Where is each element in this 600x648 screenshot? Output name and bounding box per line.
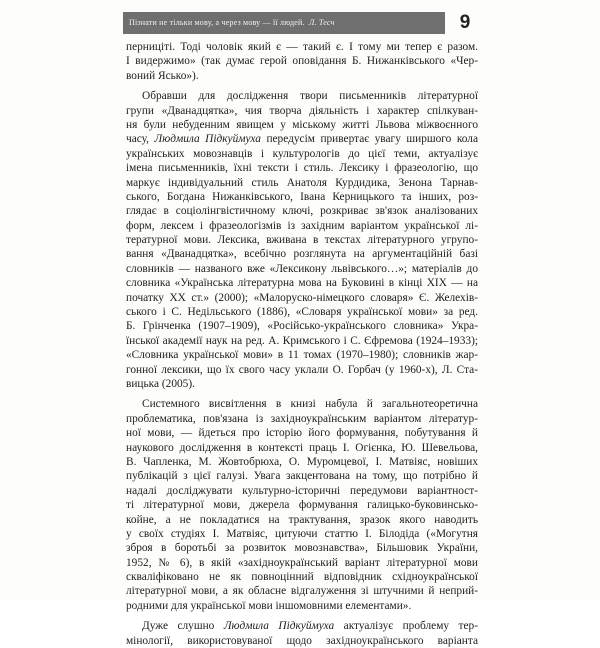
text-line: ського, Богдана Нижанківського, Івана Керницького та інших, роз- <box>126 190 478 203</box>
text-line: Дуже слушно Людмила Підкуймуха актуалізує проблему тер- <box>142 620 478 633</box>
text-line: вицька (2005). <box>126 377 195 390</box>
text-line: надалі досліджувати культурно-історичні передумови варіантност- <box>126 484 478 497</box>
text-line: ті літературної мови, джерела формування галицько-буковинсько- <box>126 499 478 512</box>
text-line: Б. Грінченка (1907–1909), «Російсько-українського словника» Укра- <box>126 320 478 333</box>
paragraph <box>126 619 478 648</box>
text-line: скваліфіковано не як повноцінний відповідник східноукраїнської <box>126 571 478 584</box>
running-head-title: Пізнати не тільки мову, а через мову — її людей. <box>129 18 305 27</box>
text-line: Системного висвітлення в книзі набула й загальнотеоретична <box>142 398 478 411</box>
running-head <box>123 12 445 34</box>
page-number: 9 <box>459 12 471 33</box>
text-line: родними для української мови іншомовними елементами». <box>126 599 412 612</box>
text-line: «Словника української мови» в 11 томах (1970–1980); словників жар- <box>126 349 478 362</box>
text-line: ського і С. Недільського (1886), «Словаря української мови» за ред. <box>126 306 478 319</box>
text-line: вання «Дванадцятка», всебічно розглянута на аргументаційній базі <box>126 248 478 261</box>
text-line: ня були небуденним явищем у міському житті Львова міжвоєнного <box>126 118 478 131</box>
text-line: словника «Українська літературна мова на Буковині в кінці XIX — на <box>126 277 478 290</box>
text-line: глядає в соціолінгвістичному ключі, розкриває зв'язок аналізованих <box>126 205 478 218</box>
paragraph <box>126 89 478 391</box>
text-line: їнської академії наук на ред. А. Кримського і С. Єфремова (1924–1933); <box>126 334 478 347</box>
text-line: 1952, № 6), в якій «західноукраїнський варіант літературної мови <box>126 556 478 569</box>
text-line: тературної мови. Лексика, вживана в текстах літературного угрупо- <box>126 234 478 247</box>
text-line: гонної лексики, що їх свого часу уклали О. Горбач (у 1960-х), Л. Ста- <box>126 363 478 376</box>
running-head-author: Л. Тесч <box>308 18 335 27</box>
emphasized-name: Людмила Підкуймуха <box>223 620 335 633</box>
text-line: маркує індивідуальний стиль Анатоля Курдидика, Зенона Тарнав- <box>126 176 478 189</box>
text-line: воний Ясько»). <box>126 69 199 82</box>
text-line: І видержимо» (так думає герой оповідання Б. Нижанківського «Чер- <box>126 55 478 68</box>
text-line: групи «Дванадцятка», чия творча діяльність і характер спілкуван- <box>126 104 478 117</box>
text-line: літературної мови, а як обласне відгалуження зі штучними й неприй- <box>126 585 478 598</box>
text-line: койне, а не покладатися на трактування, зразок якого наводить <box>126 513 478 526</box>
body-text <box>126 40 478 648</box>
emphasized-name: Людмила Підкуймуха <box>154 133 261 146</box>
text-line: ної мови, — йдеться про історію його формування, побутування й <box>126 427 478 440</box>
text-line: мінології, використовуваної щодо західноукраїнського варіанта <box>126 634 478 647</box>
text-line: В. Чапленка, М. Жовтобрюха, О. Муромцевої, І. Матвіяс, новіших <box>126 455 478 468</box>
text-line: словників — названого вже «Лексикону львівського…»; матеріалів до <box>126 262 478 275</box>
text-line: українських мовознавців і культурологів до цієї теми, актуалізує <box>126 147 478 160</box>
text-line: початку XX ст.» (2000); «Малоруско-німецкого словаря» Є. Желехів- <box>126 291 478 304</box>
text-line: імена письменників, їхні тексти і стиль. Лексику і фразеологію, що <box>126 162 478 175</box>
text-line: перниціті. Тоді чоловік який є — такий є. І тому ми тепер є разом. <box>126 41 478 53</box>
text-line: зброя в боротьбі за розвиток мовознавства», Більшовик України, <box>126 542 478 555</box>
text-line: форм, лексем і фразеологізмів із західним варіантом української лі- <box>126 219 478 232</box>
paragraph <box>126 397 478 613</box>
text-line: проблематика, пов'язана із західноукраїнським варіантом літератур- <box>126 412 478 425</box>
paragraph <box>126 40 478 83</box>
text-line: публікацій з цієї галузі. Увага закцентована на тому, що потрібно й <box>126 470 478 483</box>
text-line: у своїх студіях І. Матвіяс, цитуючи статтю І. Білодіда («Могутня <box>126 527 478 540</box>
text-line: часу, Людмила Підкуймуха передусім привертає увагу ширшого кола <box>126 133 478 146</box>
text-line: наукового дослідження в контексті праць І. Огієнка, Ю. Шевельова, <box>126 441 478 454</box>
text-line: Обравши для дослідження твори письменників літературної <box>142 90 478 103</box>
